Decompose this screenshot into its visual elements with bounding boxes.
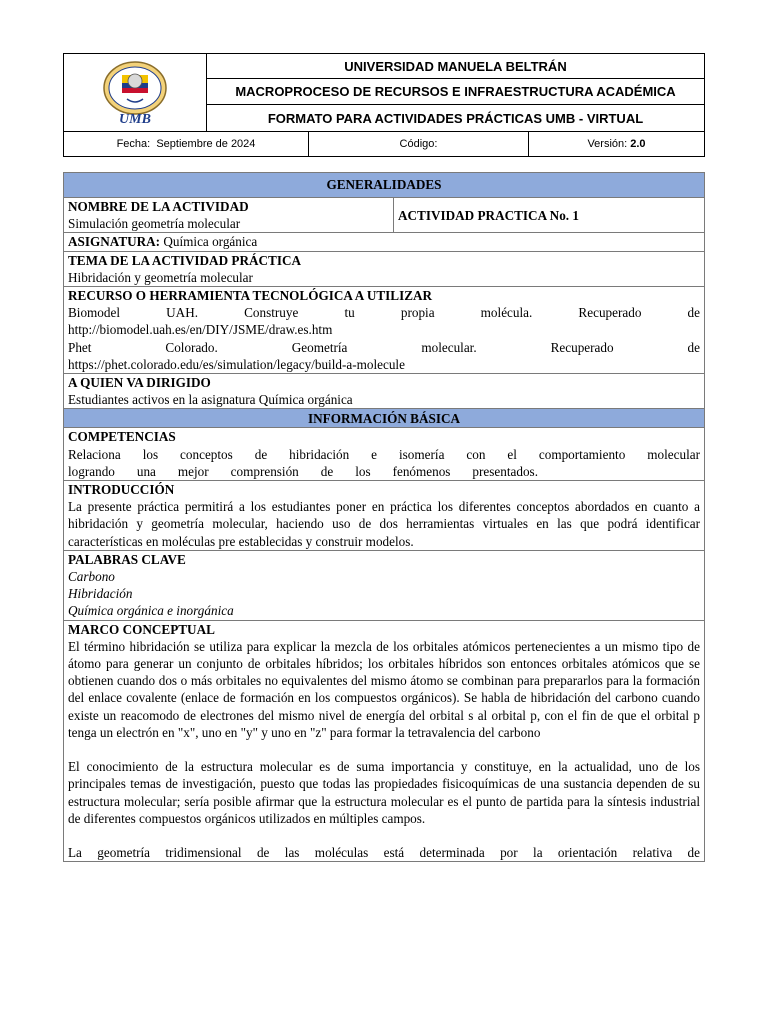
format-title: FORMATO PARA ACTIVIDADES PRÁCTICAS UMB - VIRTUAL [267,110,644,126]
date-value: Septiembre de 2024 [156,138,256,150]
audience-cell: A QUIEN VA DIRIGIDO Estudiantes activos en la asignatura Química orgánica [64,374,705,409]
introduction-cell: INTRODUCCIÓN La presente práctica permitirá a los estudiantes poner en práctica los diferentes conceptos abordados en cuanto a hibridación y geometría molecular, haciendo uso de dos herramientas virtuales en las que podrá identificar características en moléculas pre establecidas y construir modelos. [64,481,705,551]
subject-value: Química orgánica [163,234,258,250]
macroprocess-title: MACROPROCESO DE RECURSOS E INFRAESTRUCTURA ACADÉMICA [207,79,704,105]
activity-name-cell: NOMBRE DE LA ACTIVIDAD Simulación geometría molecular [64,198,394,233]
basic-info-heading: INFORMACIÓN BÁSICA [64,409,705,428]
competences-line-1: Relaciona los conceptos de hibridación e isomería con el comportamiento molecular [68,446,700,462]
university-title: UNIVERSIDAD MANUELA BELTRÁN [207,54,704,79]
topic-value: Hibridación y geometría molecular [68,269,253,285]
date-cell: Fecha: Septiembre de 2024 [64,132,309,156]
activity-table [63,172,705,862]
resource-1-link[interactable]: http://biomodel.uah.es/en/DIY/JSME/draw.es.htm [68,322,333,338]
competences-line-2: logrando una mejor comprensión de los fenómenos presentados. [68,463,538,479]
generalities-heading: GENERALIDADES [64,173,705,198]
resource-1-text: Biomodel UAH. Construye tu propia molécula. Recuperado de [68,305,700,321]
framework-cell: MARCO CONCEPTUAL El término hibridación se utiliza para explicar la mezcla de los orbitales atómicos pertenecientes a un mismo tipo de átomo para generar un conjunto de orbitales híbridos; los orbitales híbridos son entonces orbitales atómicos que se obtienen cuando dos o más orbitales no equivalentes del mismo átomo se combinan para prepararlos para la formación del enlace covalente (enlace de formación en los compuestos orgánicos). Se habla de hibridación del carbono cuando existe un reacomodo de electrones del mismo nivel de energía del orbital s al orbital p, con el fin de que el orbital p tenga un electrón en "x", uno en "y" y uno en "z" para formar la tetravalencia del carbono El conocimiento de la estructura molecular es de suma importancia y constituye, en la actualidad, uno de los principales temas de investigación, puesto que todas las propiedades fisicoquímicas de una sustancia dependen de su estructura molecular; sería posible afirmar que la estructura molecular es el punto de partida para la síntesis industrial de diferentes compuestos orgánicos utilizados en múltiples campos. La geometría tridimensional de las moléculas está determinada por la orientación relativa de [64,620,705,861]
activity-number: ACTIVIDAD PRACTICA No. 1 [394,198,705,233]
topic-cell: TEMA DE LA ACTIVIDAD PRÁCTICA Hibridación y geometría molecular [64,251,705,286]
activity-name: Simulación geometría molecular [68,216,241,232]
umb-seal-icon [94,59,176,127]
meta-row [64,131,704,156]
resource-2-text: Phet Colorado. Geometría molecular. Recuperado de [68,339,700,355]
introduction-text: La presente práctica permitirá a los estudiantes poner en práctica los diferentes conceptos abordados en cuanto a hibridación y geometría molecular, haciendo uso de dos herramientas virtuales en las que podrá identificar características en moléculas pre establecidas y construir modelos. [68,499,700,549]
keyword-item: Hibridación [68,586,133,602]
subject-cell: ASIGNATURA: Química orgánica [64,233,705,251]
competences-cell: COMPETENCIAS Relaciona los conceptos de hibridación e isomería con el comportamiento molecular logrando una mejor comprensión de los fenómenos presentados. [64,428,705,481]
document-header [63,53,705,157]
resource-2-link[interactable]: https://phet.colorado.edu/es/simulation/legacy/build-a-molecule [68,356,405,372]
framework-paragraph-2: El conocimiento de la estructura molecular es de suma importancia y constituye, en la actualidad, uno de los principales temas de investigación, puesto que todas las propiedades fisicoquímicas de una sustancia dependen de su estructura molecular; sería posible afirmar que la estructura molecular es el punto de partida para la síntesis industrial de diferentes compuestos orgánicos utilizados en múltiples campos. [68,759,700,826]
version-value: 2.0 [630,138,646,150]
keywords-cell: PALABRAS CLAVE Carbono Hibridación Química orgánica e inorgánica [64,550,705,620]
audience-value: Estudiantes activos en la asignatura Química orgánica [68,392,353,408]
keyword-item: Carbono [68,569,115,585]
logo-cell [64,54,207,131]
svg-text:UMB: UMB [119,111,151,127]
version-cell: Versión: 2.0 [587,138,646,150]
framework-paragraph-1: El término hibridación se utiliza para explicar la mezcla de los orbitales atómicos pertenecientes a un mismo tipo de átomo para generar un conjunto de orbitales híbridos; los orbitales híbridos son entonces orbitales atómicos que se obtienen cuando dos o más orbitales no equivalentes del mismo átomo se combinan para prepararlos para la formación del enlace covalente (enlace de formación en los compuestos orgánicos). Se habla de hibridación del carbono cuando existe un reacomodo de electrones del mismo nivel de energía del orbital s al orbital p, con el fin de que el orbital p tenga un electrón en "x", uno en "y" y uno en "z" para formar la tetravalencia del carbono [68,638,700,740]
resource-cell: RECURSO O HERRAMIENTA TECNOLÓGICA A UTILIZAR Biomodel UAH. Construye tu propia molécula. Recuperado de http://biomodel.uah.es/en/DIY/JSME/draw.es.htm Phet Colorado. Geometría molecular. Recuperado de https://phet.colorado.edu/es/simulation/legacy/build-a-molecule [64,287,705,374]
keyword-item: Química orgánica e inorgánica [68,603,234,619]
framework-paragraph-3: La geometría tridimensional de las moléculas está determinada por la orientación relativa de [68,844,700,860]
code-cell: Código: [309,132,529,156]
